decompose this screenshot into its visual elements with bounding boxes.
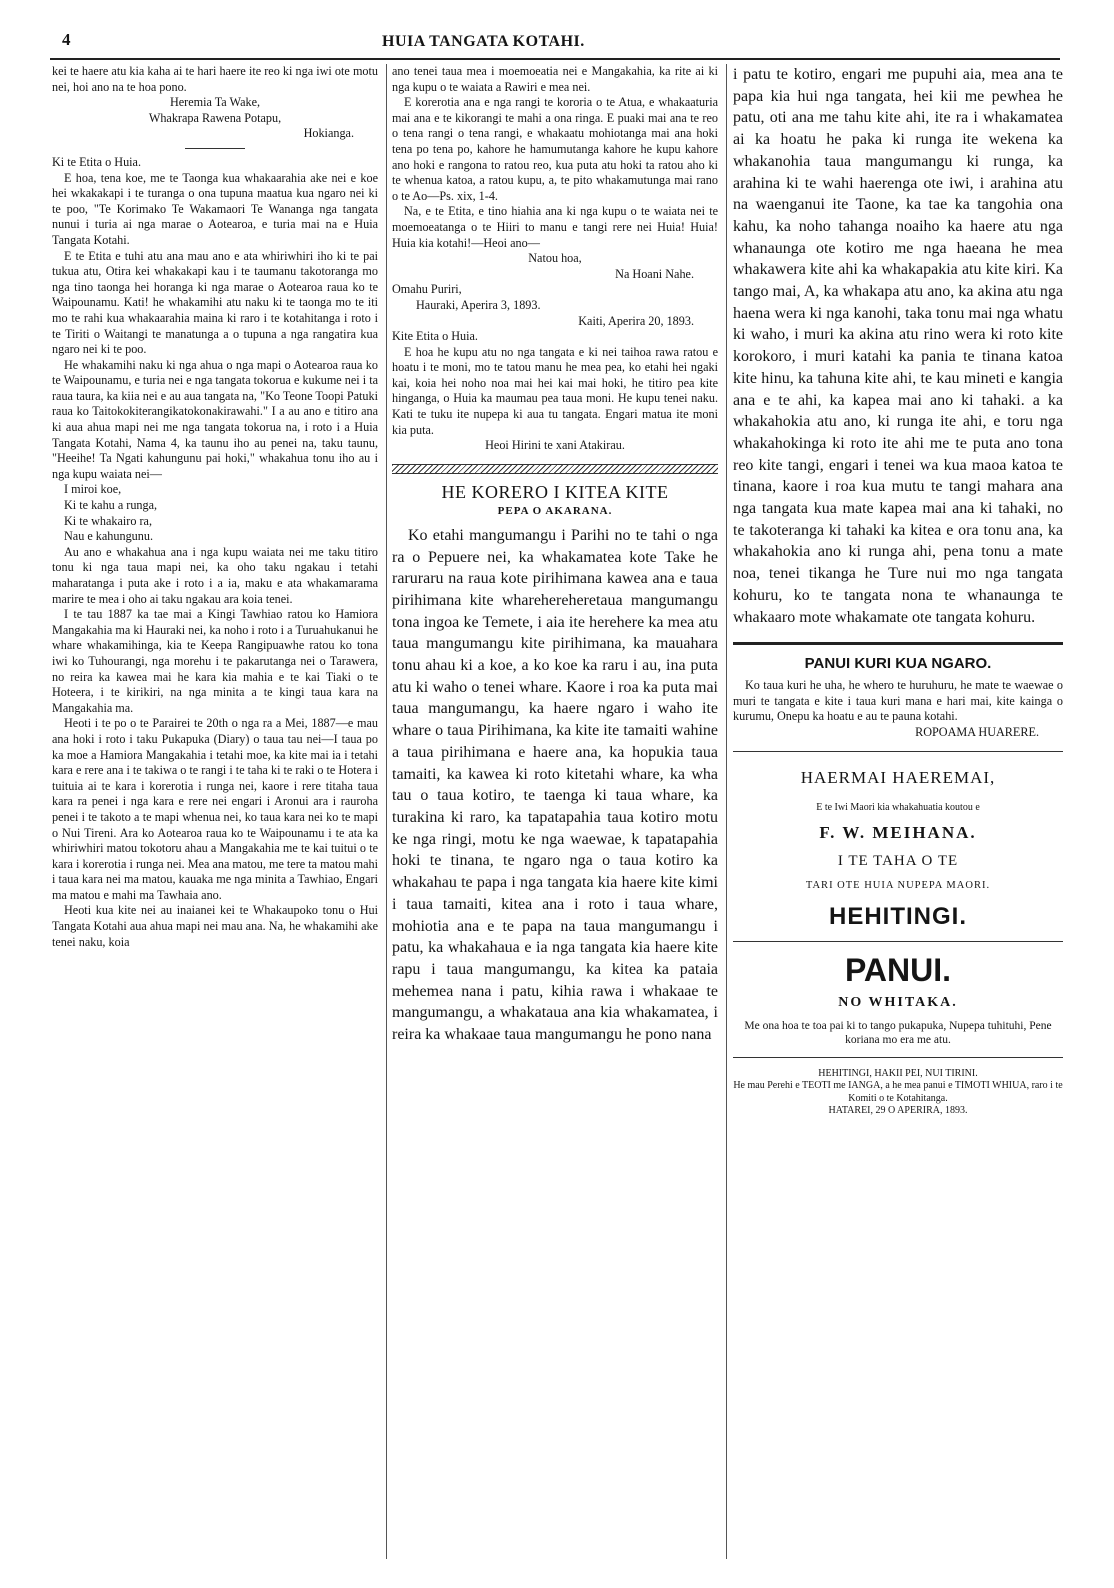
notice-signature: ROPOAMA HUARERE. [915, 725, 1039, 740]
letter-signature: Heremia Ta Wake, [169, 95, 261, 110]
letter-signature: Natou hoa, [528, 251, 582, 266]
letter-signature: Na Hoani Nahe. [615, 266, 694, 281]
poem-line: Ki te kahu a runga, [64, 498, 158, 513]
article-title: HE KORERO I KITEA KITE [441, 481, 669, 502]
column-3 [733, 64, 1063, 1564]
column-divider [386, 64, 387, 1559]
letter-paragraph: I te tau 1887 ka tae mai a Kingi Tawhiao ratou ko Hamiora Mangakahia ma ki Hauraki nei, ka noho i roto i a Turuahukanui he whare whakamihinga, kia te Keepa Rangipuawhe ratou ko tona iwi ko Tuhourangi, nga morehu i te pakarutanga nei o Tarawera, no reira ka kawea mai he kara kia mahia e te kai Tiaki o te Hoteera, i te kirikiri, na nga minita a te kingi taua kara na Mangakahia ma. [52, 607, 378, 715]
letter-signature: Heoi Hirini te xani Atakirau. [485, 438, 625, 453]
imprint-date: HATAREI, 29 O APERIRA, 1893. [828, 1105, 968, 1117]
letter-paragraph: ano tenei taua mea i moemoeatia nei e Mangakahia, ka rite ai ki nga kupu o te waiata a Rawiri e mea nei. [392, 64, 718, 94]
section-divider [733, 642, 1063, 645]
letter-place: Omahu Puriri, [392, 282, 462, 297]
advert-line: E te Iwi Maori kia whakahuatia koutou e [816, 801, 980, 813]
notice-text: Ko taua kuri he uha, he whero te huruhuru, he mate te waewae o muri te tangata e kite i taua kuri mana e hari mai, kite kainga o kurumu, Onepu ka hoatu e au te pauna kotahi. [733, 678, 1063, 724]
article-paragraph: Ko etahi mangumangu i Parihi no te tahi o nga ra o Pepuere nei, ka whakamatea kote Take he raruraru na raua kote pirihimana kawea ana e taua pirihimana kite wharehereheretaua mangumangu tona ingoa ke Temete, i aia ite herehere ka mea atu taua mangumangu kite pirihimana, ka mauahara tonu ahau ki a koe, a ko koe ka raru i au, ina puta atu ki waho o tenei whare. Kaore i roa ka puta mai taua mangumangu, ka haere ngaro i waho ite whare o taua Pirihimana, ka kite ite tamaiti wahine a taua pirihimana e haere ana, ka hopukia taua tamaiti, ka kawea ki roto kitetahi whare, ka wha tau o taua kotiro, te taenga ki taua whare, ka turakina ki raro, ka tapatapahia taua kotiro motu ke nga ringi, motu ke nga waewae, k tapatapahia hoki te tinana, te ngaro nga o taua kotiro ka whakahau te papa i nga tangata kia haere kite kimi i taua tamaiti, kitea ana i roto i taua whare, mohiotia ana e te papa na taua mangumangu i patu, ka whakahaua e ia nga tangata kia haere kite rapu i taua mangumangu, ka kitea ka pataia mehemea nana i patu, kihia rawa i whakaae te mangumangu, a whakataua ana kia whakamatea, i reira ka whakaae taua mangumangu he pono nana [392, 526, 718, 1044]
article-paragraph: i patu te kotiro, engari me pupuhi aia, mea ana te papa kia hui nga tangata, hei kii me pewhea he patu, oti ana me tahu kite ahi, ite ra i whakamatea ai ka hoatu he paka ki runga ite wekena ka whakanohia taua mangumangu ki runga, ka arahina ki te wahi haerenga ote iwi, i arahina atu na waenganui ite Taone, ka tae ka tangohia ona kahu, ka noho tahanga noaiho ka haere atu nga whanaunga ote kotiro me nga haeana he mea whakawera kite ahi ka whakapakia atu kite kiri. Ka tango mai, A, ka whakapa atu ano, ka akina atu nga haena wera ki nga kanohi, taka tonu mai nga whatu ki waho, i muri ka akina atu rino wera ki roto kite korokoro, i muri katahi ka pania te tinana katoa kite hinu, ka tahuna kite ahi, te kau mineti e kangia ana e te ahi, ka kapea mai ano ki tahaki. a ka whakahokia atu ano, ki runga ite ahi, e toru nga whakahokinga ki roto ite ahi me te puta ano tona reo kite tangi, engari i tenei wa kua maoa katoa te tinana, kaore i roa kua mutu te tangi mahara ana nga tangata kua mate kapea mai ana ki tahaki, no te takoteranga ki tahaki ka kitea e ora tonu ana, ka whakahokia ano ki runga ahi, pena tonu a mate noa, tenei tikanga he Ture nui mo nga tangata kohuru, ko te tangata nona te whanaunga te whakaaro mote whakamate ote tangata kohuru. [733, 66, 1063, 626]
section-divider [733, 1057, 1063, 1058]
section-divider [733, 941, 1063, 942]
advert-line: I TE TAHA O TE [837, 852, 959, 869]
panui-text: Me ona hoa te toa pai ki to tango pukapuka, Nupepa tuhituhi, Pene koriana mo era me atu. [744, 1019, 1052, 1046]
letter-place: Hokianga. [303, 126, 354, 141]
letter-paragraph: E korerotia ana e nga rangi te kororia o te Atua, e whakaaturia mai ana e te kikorangi te mahi a ona ringa. E puaki mai ana te reo o tena rangi o tena rangi, e whakaatu mohiotanga mai ana hoki tena po tena po, kahore he hamumutanga kahore he kupu kahore ano hoki e rangona to ratou reo, kua puta atu hoki ta ratou aho ki te whenua katoa, a ratou kupu, a, te pito whakamutunga mai rano o te Ao—Ps. xix, 1-4. [392, 95, 718, 203]
header-rule [50, 58, 1060, 60]
panui-subheading: NO WHITAKA. [838, 994, 958, 1010]
letter-paragraph: kei te haere atu kia kaha ai te hari haere ite reo ki nga iwi ote motu nei, hoi ano na te hoa pono. [52, 64, 378, 94]
poem-line: Nau e kahungunu. [64, 529, 154, 544]
advert-place: HEHITINGI. [828, 902, 967, 930]
letter-paragraph: E te Etita e tuhi atu ana mau ano e ata whiriwhiri iho ki te pai tukua atu, Otira kei whakakapi kau i te taumanu takotoranga mo nga tino taonga hei horanga ki nga marae o Aotearoa raua ko te Waipounamu. Kati! he whakamihi atu naku ki te taonga mo te iti mo te rahi kua whakaarahia maina ki raro i te kotahitanga i roto i te Tiriti o Waitangi te manatunga a o tupuna a nga rangatira kua ngaro nei ki te poo. [52, 248, 378, 357]
letter-paragraph: Au ano e whakahua ana i nga kupu waiata nei me taku titiro tonu ki nga taua mapi nei, ka oho taku ngakau i tetahi maharatanga i puta ake i roto i a ia, maku e ata whakamarama marire te mea i oho ai taku ngakau ara koia tenei. [52, 544, 378, 606]
panui-heading: PANUI. [844, 951, 952, 988]
section-divider [733, 751, 1063, 752]
letter-paragraph: He whakamihi naku ki nga ahua o nga mapi o Aotearoa raua ko te Waipounamu, e turia nei e nga tangata tokorua e kukume nei i ta raua taura, ka kiia nei e au aua tangata na, "Ko Teone Toopi Patuki raua ko Taitokokiterangikatokonakirawahi." I a au ano e titiro ana ki aua ahua mapi nei me nga tangata tokorua na, i roto i a Huia Tangata Kotahi, Nama 4, ka taunu iho au penei na, taku taunu, "Heeihe! Ta Ngati kahungunu pai hoki," whakahua tonu iho au i nga kupu waiata nei— [52, 357, 378, 481]
letter-paragraph: E hoa, tena koe, me te Taonga kua whakaarahia ake nei e koe hei wkakakapi i te turanga o ona tupuna maatua kua ngaro nei ki te poo, "Te Korimako Te Wakamaori Te Wananga nga tangata nunui i turia ai nga marae o Aotearoa, e turia mai na e Huia Tangata Kotahi. [52, 170, 378, 247]
advert-name: F. W. MEIHANA. [819, 822, 977, 842]
letter-date: Kaiti, Aperira 20, 1893. [578, 313, 694, 328]
column-1 [52, 64, 378, 1564]
advert-heading: HAERMAI HAEREMAI, [800, 767, 996, 787]
imprint-line: He mau Perehi e TEOTI me IANGA, a he mea panui e TIMOTI WHIUA, raro i te Komiti o te Kotahitanga. [733, 1080, 1063, 1104]
letter-paragraph: Na, e te Etita, e tino hiahia ana ki nga kupu o te waiata nei te moemoeatanga o te Hiiri to manu e tangi rere nei Huia! Huia! Huia kia kotahi!—Heoi ano— [392, 204, 718, 250]
notice-title: PANUI KURI KUA NGARO. [804, 655, 992, 673]
poem-line: Ki te whakairo ra, [64, 513, 152, 528]
letter-signature: Whakrapa Rawena Potapu, [148, 110, 282, 125]
letter-date: Hauraki, Aperira 3, 1893. [416, 297, 541, 312]
letter-paragraph: E hoa he kupu atu no nga tangata e ki nei taihoa rawa ratou e hoatu i te moni, mo te tatou manu he mea pea, ko etahi hei ngaki kai, koia hei noho noa mai hei kai mai hoki, he titiro pea kite hinganga, o Huia ka maumau pea taua moni. He kupu tenei naku. Kati te tuku ite nupepa ki aua tu tangata. Engari matua ite moni kia puta. [392, 344, 718, 437]
page-number: 4 [62, 30, 71, 49]
letter-paragraph: Heoti kua kite nei au inaianei kei te Whakaupoko tonu o Hui Tangata Kotahi aua ahua mapi nei mau ana. Na, he whakamihi ake tenei naku, koia [52, 903, 378, 949]
poem-line: I miroi koe, [64, 482, 122, 497]
ornamental-divider [392, 464, 718, 474]
masthead-title: HUIA TANGATA KOTAHI. [382, 33, 585, 50]
column-divider [726, 64, 727, 1559]
letter-salutation: Ki te Etita o Huia. [52, 154, 142, 169]
page-header [0, 0, 1114, 56]
advert-line: TARI OTE HUIA NUPEPA MAORI. [805, 879, 991, 891]
letter-paragraph: Heoti i te po o te Parairei te 20th o nga ra a Mei, 1887—e mau ana hoki i roto i taku Pukapuka (Diary) o taua tau nei—I taua po ka moe a Hamiora Mangakahia i tetahi moe, ka kite mai ia i tetahi kara e rere ana i te takiwa o te rangi i te taha ki te raki o te Hotera i tuituia ai te kara i korerotia i runga nei, kaore i rere titaha taua kara ra penei i nga kara e rere nei engari i Aronui ara i rauroha penei i te takoto a te mapi whenua nei, ko taua kara nei ko te mapi o Nui Tireni. Ara ko Aotearoa raua ko te Waipounamu i te ata ka whiriwhiri matou tokotoru ahau a Mangakahia me te kai tuitui o te kara i korerotia i runga nei. Mea ana matou, me tere ta matou mahi i taua kara nei ma matou, kauaka me nga minita a Tawhiao, Engari ma matou e mahi ma Tawhaia ano. [52, 716, 378, 902]
article-subtitle: PEPA O AKARANA. [497, 504, 613, 517]
imprint-line: HEHITINGI, HAKII PEI, NUI TIRINI. [818, 1067, 978, 1079]
letter-salutation: Kite Etita o Huia. [392, 329, 478, 344]
section-divider [185, 148, 245, 149]
column-2 [392, 64, 718, 1564]
